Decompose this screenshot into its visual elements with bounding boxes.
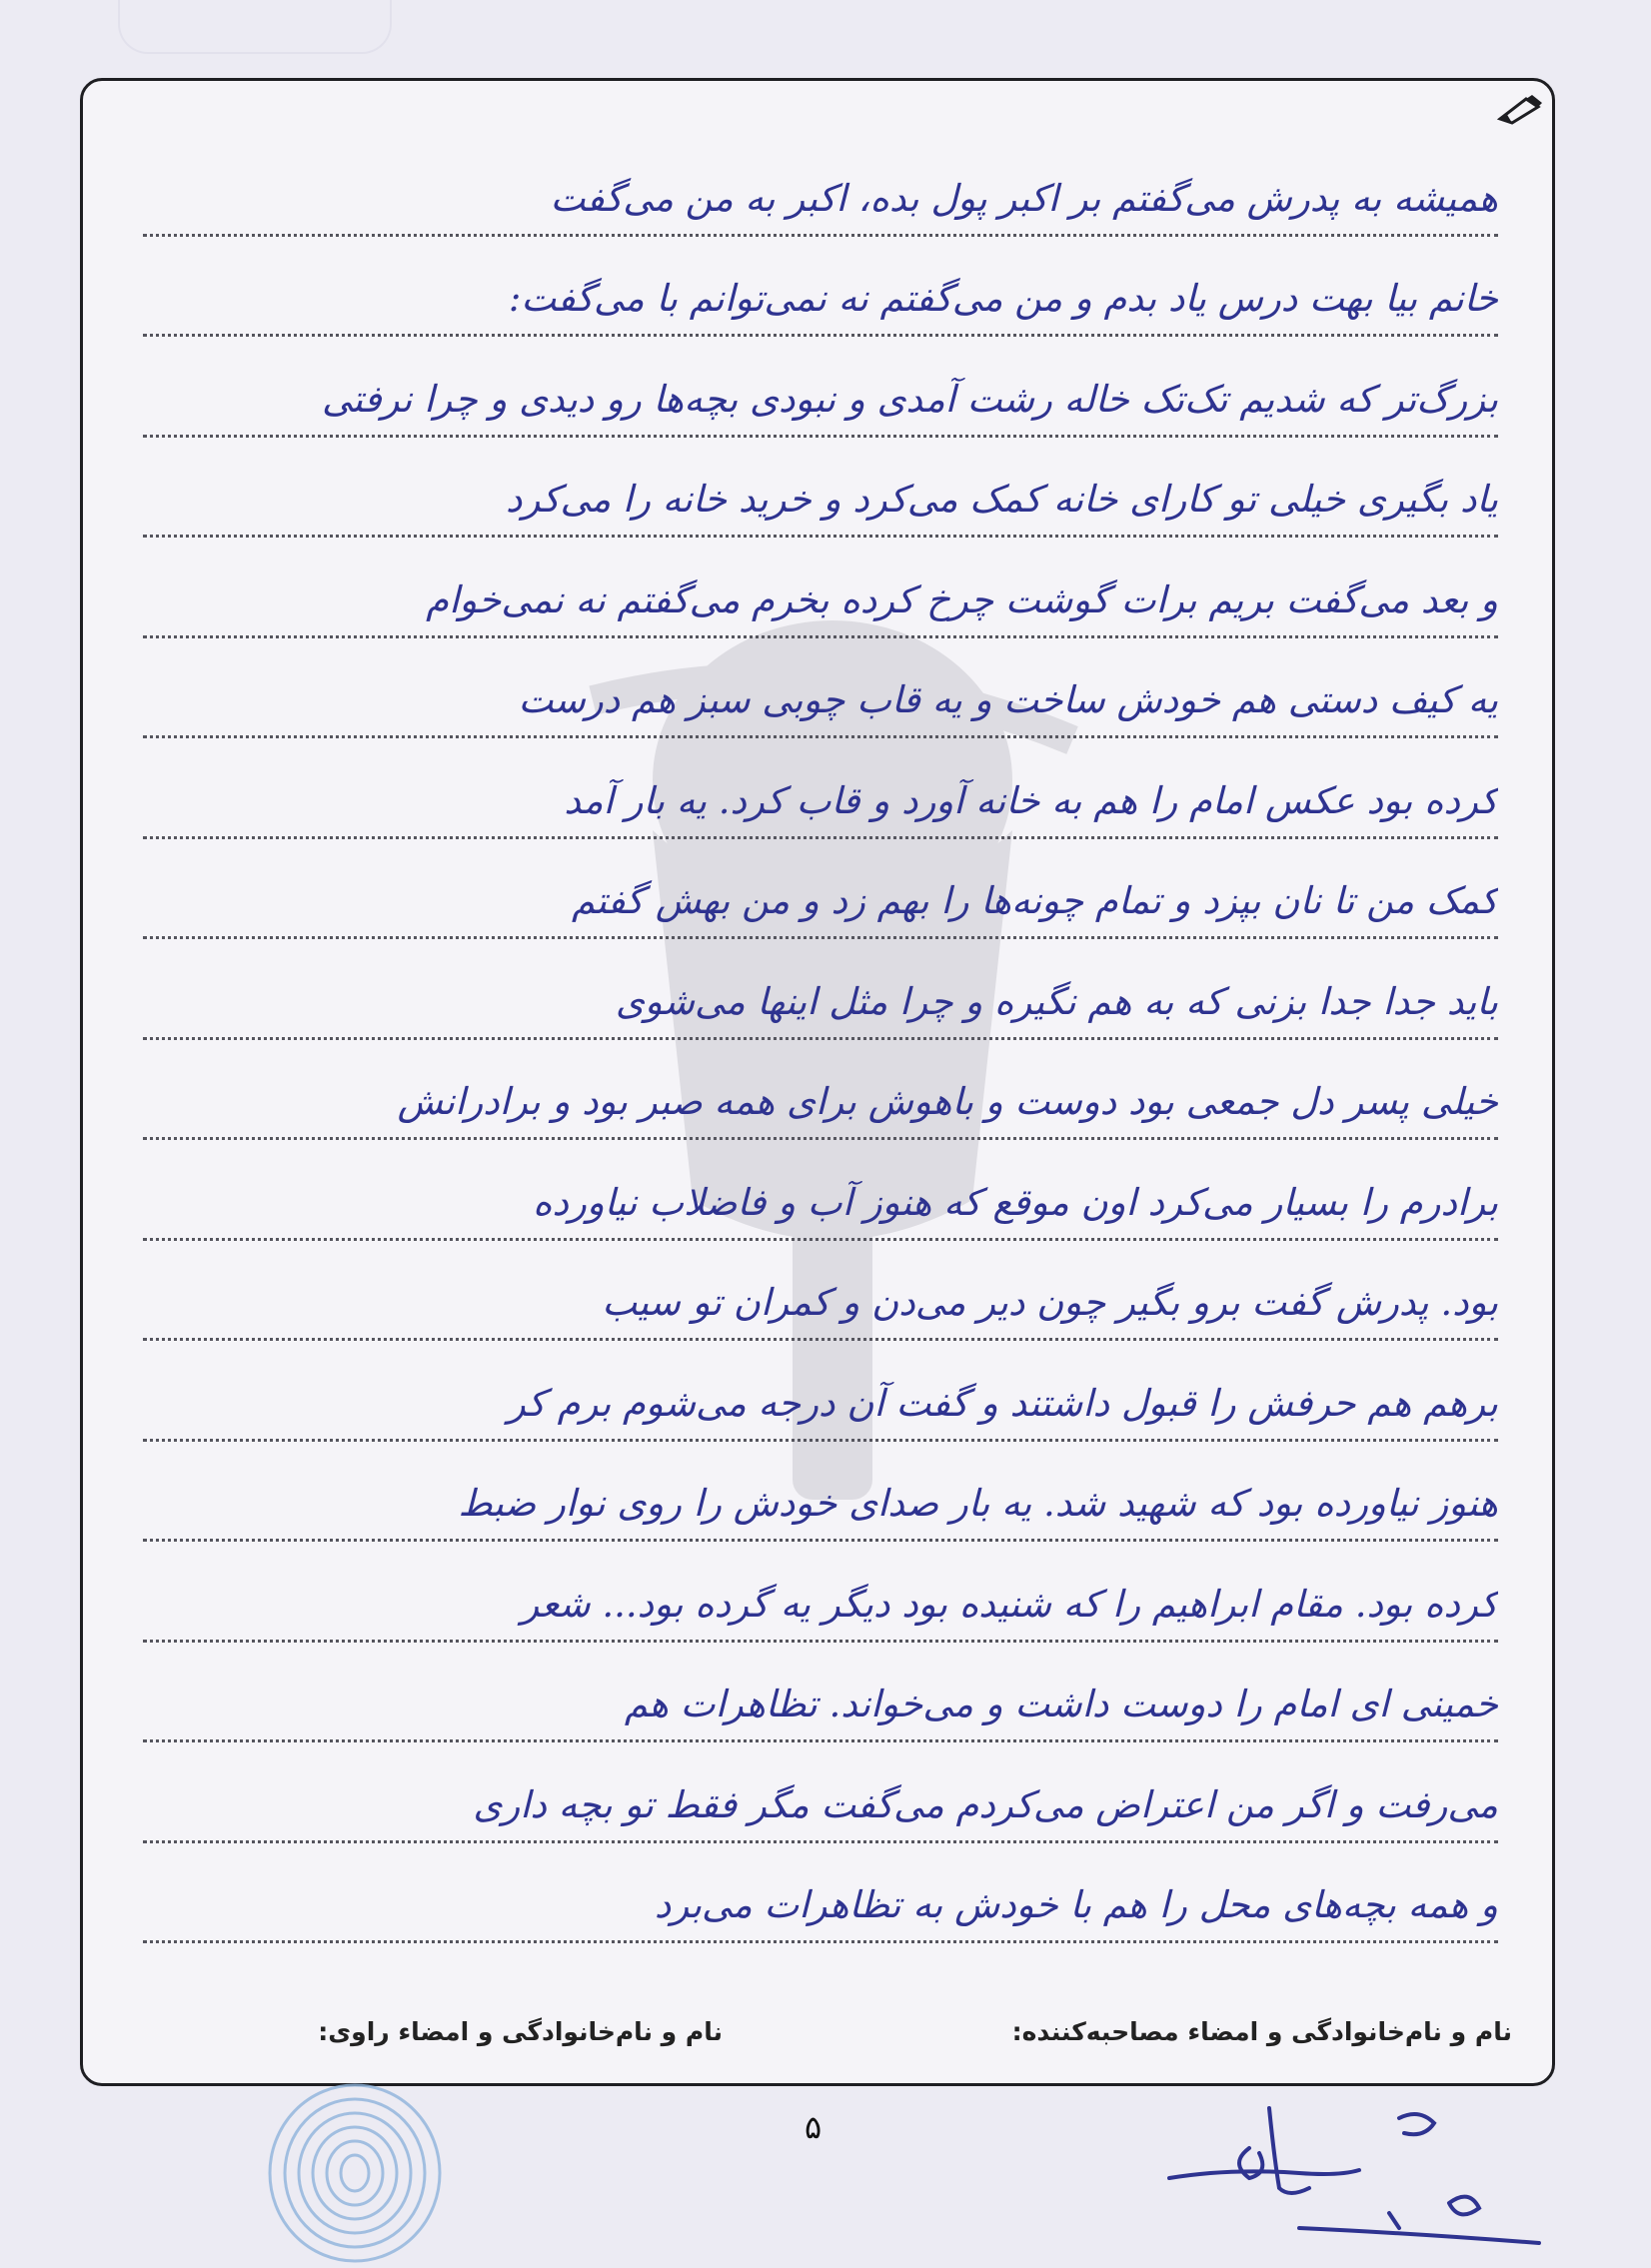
handwritten-text: خیلی پسر دل جمعی بود دوست و باهوش برای همه صبر بود و برادرانش [397,1080,1498,1123]
handwritten-text: بزرگ‌تر که شدیم تک‌تک خاله رشت آمدی و نبودی بچه‌ها رو دیدی و چرا نرفتی [321,377,1498,421]
handwritten-text: کمک من تا نان بپزد و تمام چونه‌ها را بهم زد و من بهش گفتم [571,879,1498,922]
handwritten-text: همیشه به پدرش می‌گفتم بر اکبر پول بده، اکبر به من می‌گفت [550,176,1498,220]
handwritten-text: بود. پدرش گفت برو بگیر چون دیر می‌دن و کمران تو سیب [602,1281,1498,1324]
handwritten-text: خمینی ای امام را دوست داشت و می‌خواند. تظاهرات هم [624,1683,1498,1725]
handwritten-line [143,638,1498,739]
handwritten-line [143,1341,1498,1442]
handwritten-text: خانم بیا بهت درس یاد بدم و من می‌گفتم نه نمی‌توانم با می‌گفت: [508,277,1498,320]
handwritten-line [143,1843,1498,1944]
handwritten-line [143,839,1498,940]
handwritten-lines [143,136,1498,1943]
handwritten-line [143,1442,1498,1543]
handwritten-line [143,538,1498,638]
page-frame [80,78,1555,2086]
pen-icon [1496,93,1544,125]
interviewer-signature-label: نام و نام‌خانوادگی و امضاء مصاحبه‌کننده: [1011,2017,1512,2046]
handwritten-text: برادرم را بسیار می‌کرد اون موقع که هنوز آب و فاضلاب نیاورده [533,1180,1498,1224]
handwritten-line [143,1643,1498,1743]
handwritten-text: و همه بچه‌های محل را هم با خودش به تظاهرات می‌برد [654,1883,1498,1926]
handwritten-text: باید جدا جدا بزنی که به هم نگیره و چرا مثل اینها می‌شوی [615,979,1498,1023]
handwritten-line [143,1241,1498,1342]
handwritten-line [143,1040,1498,1141]
handwritten-line [143,438,1498,539]
handwritten-line [143,1140,1498,1241]
handwritten-text: کرده بود. مقام ابراهیم را که شنیده بود دیگر یه گرده بود... شعر [521,1582,1498,1626]
handwritten-line [143,1742,1498,1843]
handwritten-signature [1149,2078,1549,2258]
handwritten-text: هنوز نیاورده بود که شهید شد. یه بار صدای خودش را روی نوار ضبط [458,1482,1498,1525]
handwritten-line [143,1542,1498,1643]
handwritten-text: یاد بگیری خیلی تو کارای خانه کمک می‌کرد و خرید خانه را می‌کرد [505,478,1498,521]
narrator-signature-label: نام و نام‌خانوادگی و امضاء راوی: [318,2017,723,2046]
handwritten-line [143,738,1498,839]
page-number: ۵ [805,2108,823,2146]
handwritten-text: برهم هم حرفش را قبول داشتند و گفت آن درجه می‌شوم برم کر [507,1381,1498,1425]
handwritten-text: می‌رفت و اگر من اعتراض می‌کردم می‌گفت مگر فقط تو بچه داری [473,1782,1498,1826]
handwritten-line [143,237,1498,338]
handwritten-line [143,136,1498,237]
handwritten-line [143,337,1498,438]
fingerprint-stamp [255,2078,455,2268]
letterhead-watermark [118,0,392,54]
handwritten-text: و بعد می‌گفت بریم برات گوشت چرخ کرده بخرم می‌گفتم نه نمی‌خوام [426,577,1498,621]
handwritten-text: یه کیف دستی هم خودش ساخت و یه قاب چوبی سبز هم درست [518,678,1498,721]
handwritten-line [143,939,1498,1040]
handwritten-text: کرده بود عکس امام را هم به خانه آورد و قاب کرد. یه بار آمد [564,778,1498,822]
